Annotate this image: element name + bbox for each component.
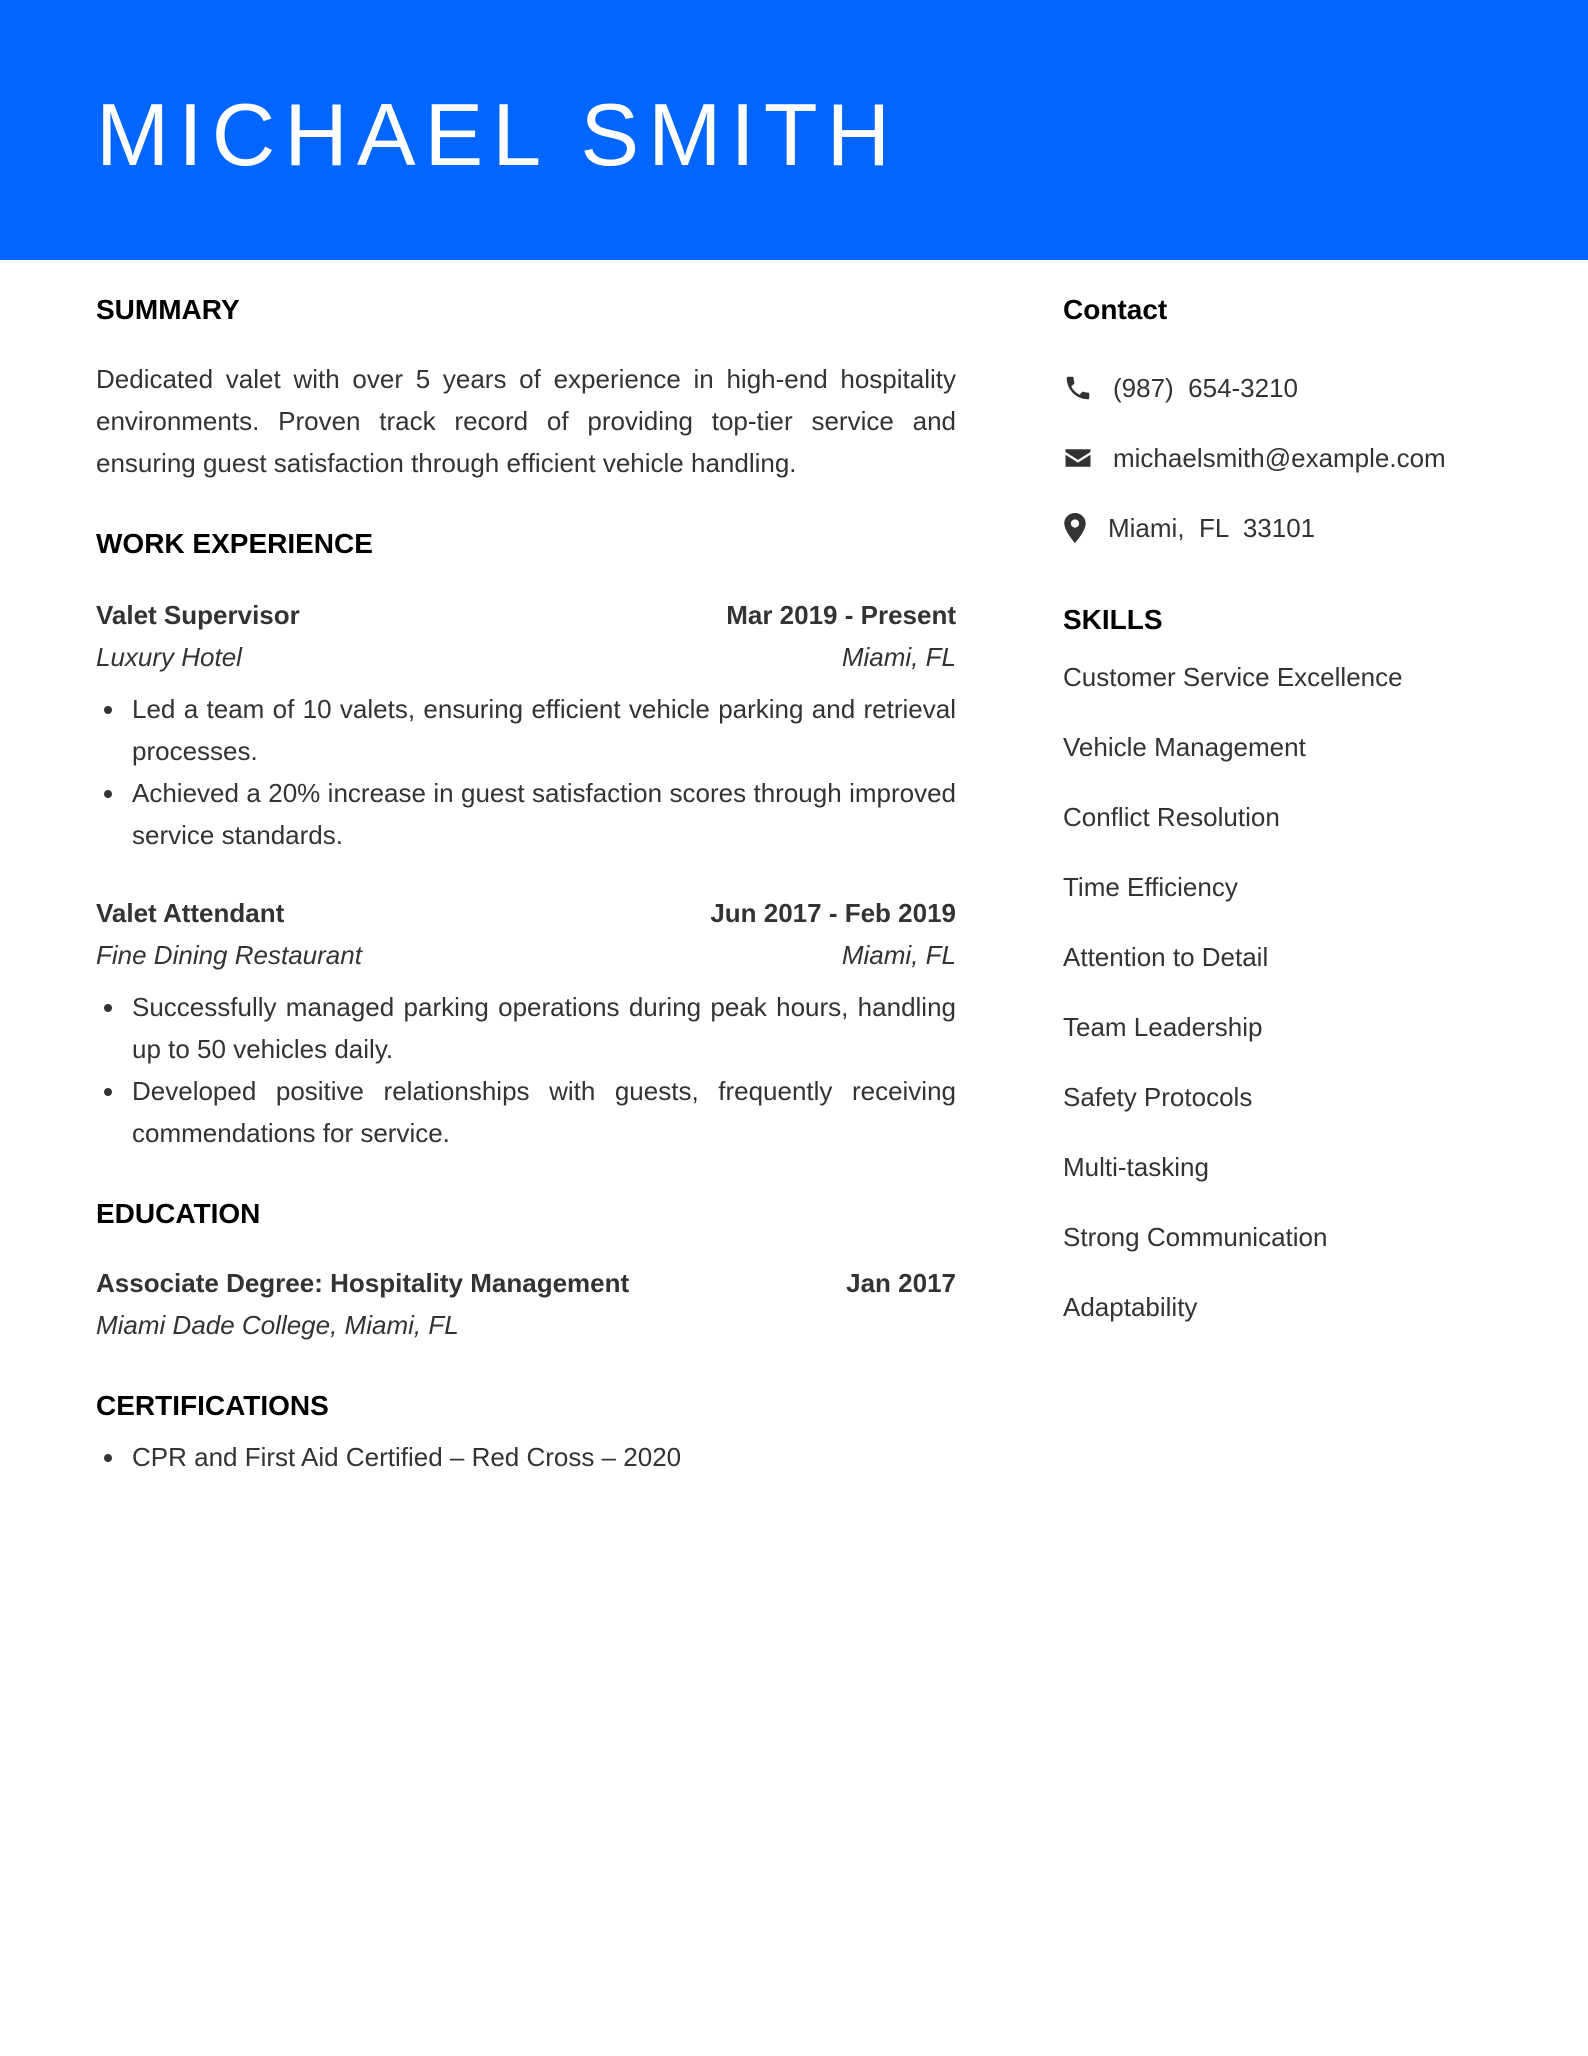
skills-heading: SKILLS <box>1063 604 1163 635</box>
skill-item: Time Efficiency <box>1063 872 1238 902</box>
phone-number: (987) 654-3210 <box>1113 372 1299 403</box>
job-bullet: Led a team of 10 valets, ensuring efficient vehicle parking and retrieval processes. <box>132 688 956 772</box>
education-heading: EDUCATION <box>96 1198 261 1229</box>
job-bullets <box>96 688 956 856</box>
job-bullets <box>96 986 956 1154</box>
main-column <box>96 290 956 1478</box>
job-dates: Jun 2017 - Feb 2019 <box>710 898 956 928</box>
envelope-icon <box>1063 443 1093 473</box>
candidate-name: MICHAEL SMITH <box>96 85 900 184</box>
job-entry <box>96 594 956 856</box>
skills-list <box>1063 660 1523 1324</box>
header-banner <box>0 0 1588 260</box>
map-pin-icon <box>1063 513 1087 543</box>
contact-location <box>1063 506 1523 550</box>
job-bullet: Developed positive relationships with guests, frequently receiving commendations for service. <box>132 1070 956 1154</box>
job-role: Valet Attendant <box>96 898 285 928</box>
skill-item: Customer Service Excellence <box>1063 662 1403 692</box>
email-address: michaelsmith@example.com <box>1113 442 1446 473</box>
contact-list <box>1063 366 1523 550</box>
education-entry <box>96 1262 956 1346</box>
job-location: Miami, FL <box>841 642 956 672</box>
skill-item: Safety Protocols <box>1063 1082 1253 1112</box>
certifications-list <box>96 1436 956 1478</box>
certifications-heading: CERTIFICATIONS <box>96 1390 329 1421</box>
school-name: Miami Dade College, Miami, FL <box>96 1310 459 1340</box>
degree-title: Associate Degree: Hospitality Management <box>96 1268 630 1298</box>
work-experience-heading: WORK EXPERIENCE <box>96 528 373 559</box>
skill-item: Multi-tasking <box>1063 1152 1209 1182</box>
job-role: Valet Supervisor <box>96 600 300 630</box>
contact-phone <box>1063 366 1523 410</box>
degree-date: Jan 2017 <box>846 1268 956 1298</box>
sidebar-column <box>1063 290 1523 1360</box>
skill-item: Adaptability <box>1063 1292 1198 1322</box>
skill-item: Team Leadership <box>1063 1012 1263 1042</box>
job-dates: Mar 2019 - Present <box>726 600 956 630</box>
contact-email <box>1063 436 1523 480</box>
job-bullet: Successfully managed parking operations during peak hours, handling up to 50 vehicles daily. <box>132 986 956 1070</box>
certification-item: CPR and First Aid Certified – Red Cross – 2020 <box>132 1436 956 1478</box>
skill-item: Vehicle Management <box>1063 732 1306 762</box>
job-bullet: Achieved a 20% increase in guest satisfaction scores through improved service standards. <box>132 772 956 856</box>
skill-item: Strong Communication <box>1063 1222 1328 1252</box>
summary-text: Dedicated valet with over 5 years of experience in high-end hospitality environments. Proven track record of providing top-tier service and ensuring guest satisfaction through efficient vehicle handling. <box>96 364 956 478</box>
summary-heading: SUMMARY <box>96 294 240 325</box>
job-entry <box>96 892 956 1154</box>
location-text: Miami, FL 33101 <box>1108 512 1316 543</box>
contact-heading: Contact <box>1063 294 1168 325</box>
phone-icon <box>1063 373 1093 403</box>
skill-item: Conflict Resolution <box>1063 802 1280 832</box>
job-company: Luxury Hotel <box>96 642 242 672</box>
job-company: Fine Dining Restaurant <box>96 940 362 970</box>
skill-item: Attention to Detail <box>1063 942 1269 972</box>
job-location: Miami, FL <box>841 940 956 970</box>
